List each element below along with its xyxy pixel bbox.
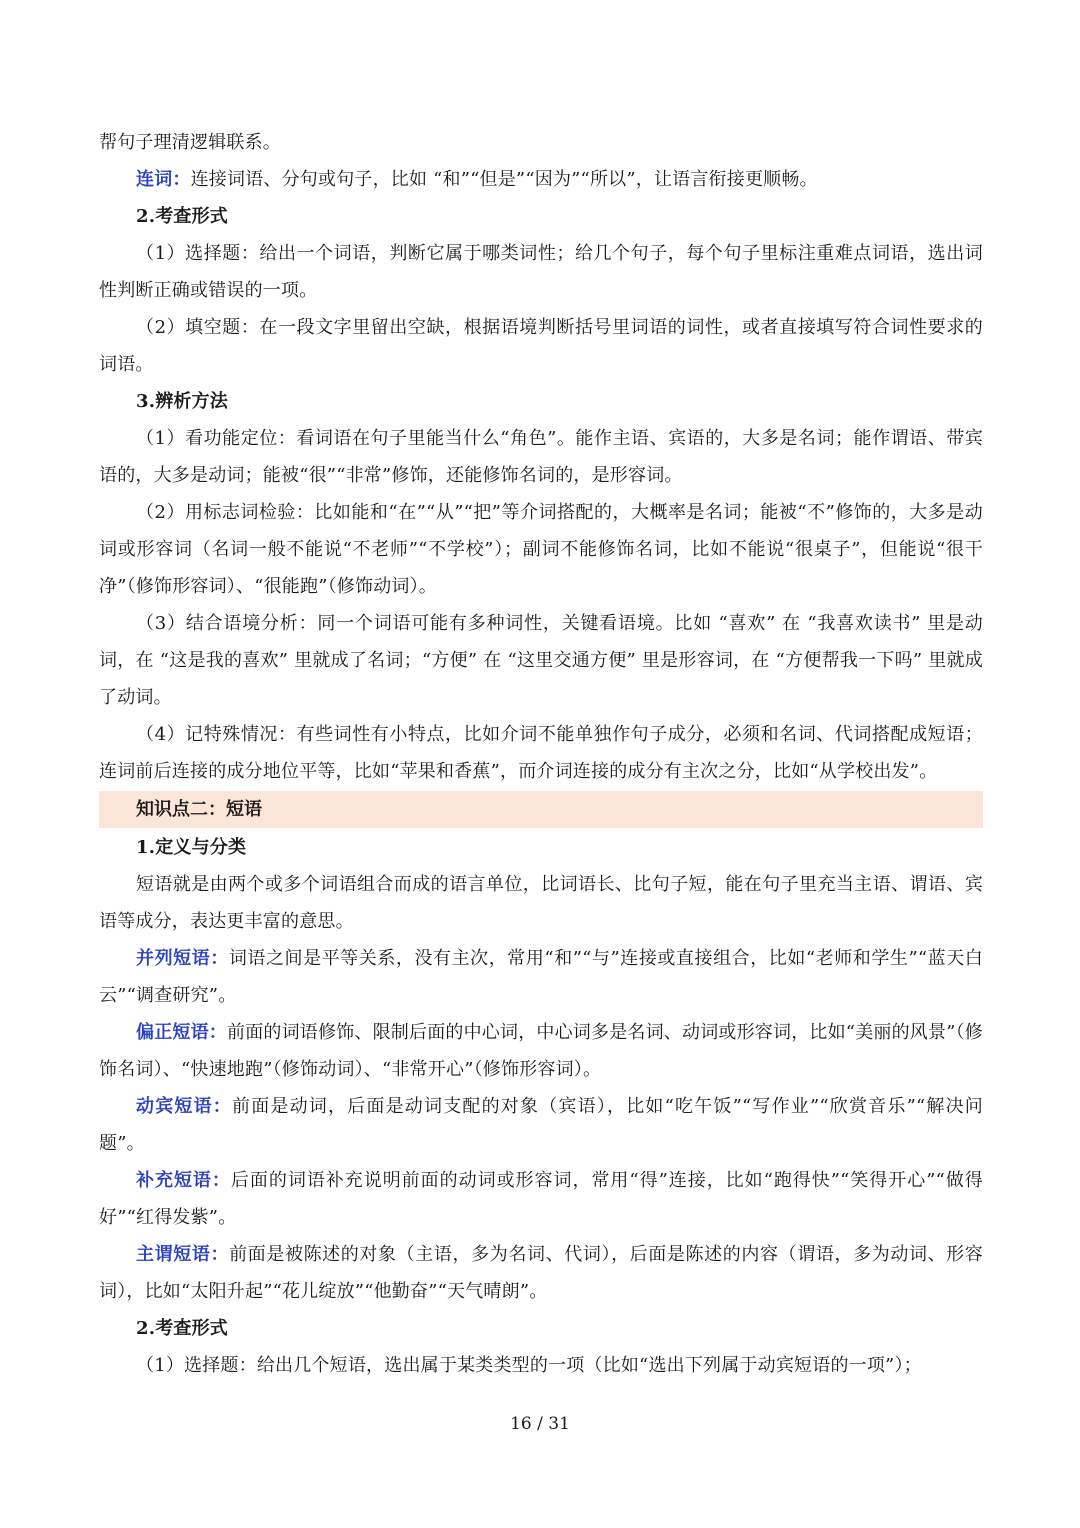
- paragraph: （1）选择题：给出几个短语，选出属于某类类型的一项（比如“选出下列属于动宾短语的一项”）；: [136, 1355, 922, 1376]
- term-text: 前面的词语修饰、限制后面的中心词，中心词多是名词、动词或形容词，比如“美丽的风景”（修饰名词）、“快速地跑”（修饰动词）、“非常开心”（修饰形容词）。: [99, 1022, 983, 1080]
- term-text: 连接词语、分句或句子，比如 “和”“但是”“因为”“所以”，让语言衔接更顺畅。: [190, 169, 818, 190]
- paragraph: （2）用标志词检验：比如能和“在”“从”“把”等介词搭配的，大概率是名词；能被“不”修饰的，大多是动词或形容词（名词一般不能说“不老师”“不学校”）；副词不能修饰名词，比如不能说“很桌子”，但能说“很干净”（修饰形容词）、“很能跑”（修饰动词）。: [99, 502, 983, 597]
- section-heading: 3.辨析方法: [136, 391, 228, 412]
- paragraph: （1）看功能定位：看词语在句子里能当什么“角色”。能作主语、宾语的，大多是名词；能作谓语、带宾语的，大多是动词；能被“很”“非常”修饰，还能修饰名词的，是形容词。: [99, 428, 983, 486]
- paragraph: 帮句子理清逻辑联系。: [99, 132, 281, 153]
- page-number: 16 / 31: [510, 1414, 570, 1434]
- section-heading: 2.考查形式: [136, 206, 228, 227]
- term-text: 后面的词语补充说明前面的动词或形容词，常用“得”连接，比如“跑得快”“笑得开心”“做得好”“红得发紫”。: [99, 1170, 983, 1228]
- term-text: 前面是动词，后面是动词支配的对象（宾语），比如“吃午饭”“写作业”“欣赏音乐”“解决问题”。: [99, 1096, 983, 1154]
- phrase-type-item: [99, 1014, 983, 1088]
- conjunction-definition: [99, 161, 983, 198]
- knowledge-point-banner: 知识点二：短语: [99, 791, 983, 828]
- term-label: 补充短语：: [136, 1170, 231, 1191]
- phrase-type-item: [99, 1088, 983, 1162]
- term-text: 词语之间是平等关系，没有主次，常用“和”“与”连接或直接组合，比如“老师和学生”“蓝天白云”“调查研究”。: [99, 948, 983, 1006]
- paragraph: （4）记特殊情况：有些词性有小特点，比如介词不能单独作句子成分，必须和名词、代词搭配成短语；连词前后连接的成分地位平等，比如“苹果和香蕉”，而介词连接的成分有主次之分，比如“从学校出发”。: [99, 724, 983, 782]
- paragraph: （3）结合语境分析：同一个词语可能有多种词性，关键看语境。比如 “喜欢” 在 “我喜欢读书” 里是动词，在 “这是我的喜欢” 里就成了名词；“方便” 在 “这里交通方便” 里是形容词，在 “方便帮我一下吗” 里就成了动词。: [99, 613, 983, 708]
- phrase-type-item: [99, 1162, 983, 1236]
- term-label: 偏正短语：: [136, 1022, 227, 1043]
- term-label: 主谓短语：: [136, 1244, 230, 1265]
- term-label: 并列短语：: [136, 948, 229, 969]
- term-label: 连词：: [136, 169, 191, 190]
- paragraph: （2）填空题：在一段文字里留出空缺，根据语境判断括号里词语的词性，或者直接填写符合词性要求的词语。: [99, 317, 983, 375]
- phrase-type-item: [99, 1236, 983, 1310]
- term-text: 前面是被陈述的对象（主语，多为名词、代词），后面是陈述的内容（谓语，多为动词、形容词），比如“太阳升起”“花儿绽放”“他勤奋”“天气晴朗”。: [99, 1244, 983, 1302]
- paragraph: （1）选择题：给出一个词语，判断它属于哪类词性；给几个句子，每个句子里标注重难点词语，选出词性判断正确或错误的一项。: [99, 243, 983, 301]
- section-heading: 2.考查形式: [136, 1318, 228, 1339]
- phrase-type-item: [99, 940, 983, 1014]
- section-heading: 1.定义与分类: [136, 837, 247, 858]
- term-label: 动宾短语：: [136, 1096, 232, 1117]
- page-content: [99, 124, 983, 1384]
- paragraph: 短语就是由两个或多个词语组合而成的语言单位，比词语长、比句子短，能在句子里充当主语、谓语、宾语等成分，表达更丰富的意思。: [99, 874, 983, 932]
